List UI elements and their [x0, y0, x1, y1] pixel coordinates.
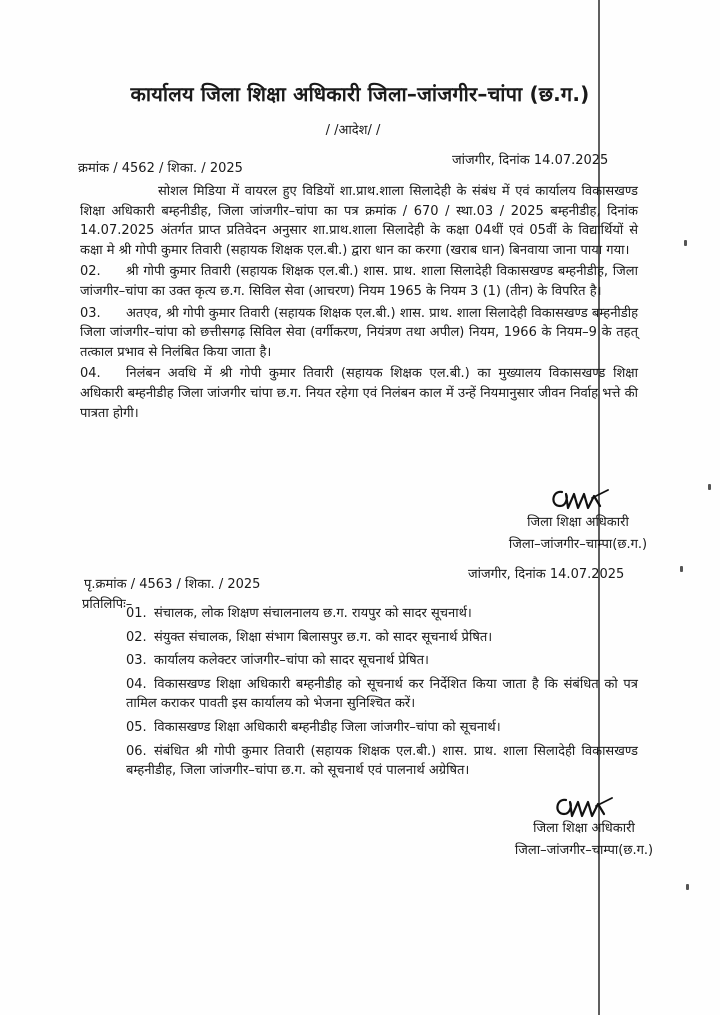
list-text: विकासखण्ड शिक्षा अधिकारी बम्हनीडीह को सूचनार्थ कर निर्देशित किया जाता है कि संबंधित को पत्र तामिल कराकर पावती इस कार्यालय को भेजना सुनिश्चित करें। [126, 676, 638, 712]
list-item [126, 604, 638, 624]
order-body [80, 182, 638, 425]
paragraph-text: श्री गोपी कुमार तिवारी (सहायक शिक्षक एल.बी.) शास. प्राथ. शाला सिलादेही विकासखण्ड बम्हनीडीह, जिला जांजगीर–चांपा का उक्त कृत्य छ.ग. सिविल सेवा (आचरण) नियम 1965 के नियम 3 (1) (तीन) के विपरित है। [80, 264, 638, 299]
order-title: / /आदेश/ / [325, 123, 381, 138]
list-number: 03. [126, 653, 147, 669]
copy-list [126, 604, 638, 785]
paragraph-text: अतएव, श्री गोपी कुमार तिवारी (सहायक शिक्षक एल.बी.) शास. प्राथ. शाला सिलादेही विकासखण्ड बम्हनीडीह जिला जांजगीर–चांपा को छत्तीसगढ़ सिविल सेवा (वर्गीकरण, नियंत्रण तथा अपील) नियम, 1966 के नियम–9 के तहत् तत्काल प्रभाव से निलंबित किया जाता है। [80, 305, 638, 360]
order-reference: क्रमांक / 4562 / शिका. / 2025 [78, 161, 243, 176]
signatory-office: जिला–जांजगीर–चाम्पा(छ.ग.) [514, 843, 654, 858]
signatory-title: जिला शिक्षा अधिकारी [533, 821, 635, 836]
list-text: कार्यालय कलेक्टर जांजगीर–चांपा को सादर सूचनार्थ प्रेषित। [154, 653, 429, 669]
edge-mark [680, 566, 683, 572]
list-item [126, 628, 638, 648]
list-text: विकासखण्ड शिक्षा अधिकारी बम्हनीडीह जिला जांजगीर–चांपा को सूचनार्थ। [154, 719, 501, 735]
signature-block-2 [486, 818, 682, 862]
endorsement-reference: पृ.क्रमांक / 4563 / शिका. / 2025 [84, 577, 261, 592]
edge-mark [684, 240, 687, 246]
list-item [126, 675, 638, 714]
list-item [126, 651, 638, 671]
list-item [126, 742, 638, 781]
copy-label: प्रतिलिपिः– [82, 597, 133, 612]
list-number: 01. [126, 606, 147, 621]
list-text: संयुक्त संचालक, शिक्षा संभाग बिलासपुर छ.ग. को सादर सूचनार्थ प्रेषित। [154, 629, 493, 645]
paragraph-04 [80, 364, 638, 423]
edge-mark [708, 484, 711, 490]
list-number: 04. [126, 676, 147, 692]
list-number: 02. [126, 629, 147, 645]
signatory-office: जिला–जांजगीर–चाम्पा(छ.ग.) [508, 537, 648, 552]
list-item [126, 718, 638, 738]
signature-block-1 [480, 512, 676, 556]
paragraph-03 [80, 304, 638, 363]
paragraph-number: 04. [80, 366, 101, 382]
list-number: 06. [126, 743, 147, 759]
list-number: 05. [126, 719, 147, 735]
paragraph-number: 02. [80, 264, 101, 280]
intro-paragraph: सोशल मिडिया में वायरल हुए विडियों शा.प्राथ.शाला सिलादेही के संबंध में एवं कार्यालय विकासखण्ड शिक्षा अधिकारी बम्हनीडीह, जिला जांजगीर–चांपा का पत्र क्रमांक / 670 / स्था.03 / 2025 बम्हनीडीह, दिनांक 14.07.2025 अंतर्गत प्राप्त प्रतिवेदन अनुसार शा.प्राथ.शाला सिलादेही के कक्षा 04थीं एवं 05वीं के विद्यार्थियों से कक्षा मे श्री गोपी कुमार तिवारी (सहायक शिक्षक एल.बी.) द्वारा धान का करगा (खराब धान) बिनवाया जाना पाया गया। [80, 184, 638, 258]
list-text: संचालक, लोक शिक्षण संचालनालय छ.ग. रायपुर को सादर सूचनार्थ। [154, 606, 472, 621]
paragraph-text: निलंबन अवधि में श्री गोपी कुमार तिवारी (सहायक शिक्षक एल.बी.) का मुख्यालय विकासखण्ड शिक्षा अधिकारी बम्हनीडीह जिला जांजगीर चांपा छ.ग. नियत रहेगा एवं निलंबन काल में उन्हें नियमानुसार जीवन निर्वाह भत्ते की पात्रता होगी। [80, 366, 638, 421]
order-date: जांजगीर, दिनांक 14.07.2025 [452, 153, 609, 168]
paragraph-number: 03. [80, 305, 101, 321]
edge-mark [686, 884, 689, 890]
list-text: संबंधित श्री गोपी कुमार तिवारी (सहायक शिक्षक एल.बी.) शास. प्राथ. शाला सिलादेही विकासखण्ड बम्हनीडीह, जिला जांजगीर–चांपा छ.ग. को सूचनार्थ एवं पालनार्थ अग्रेषित। [126, 743, 638, 779]
signatory-title: जिला शिक्षा अधिकारी [527, 515, 629, 530]
endorsement-date: जांजगीर, दिनांक 14.07.2025 [468, 567, 625, 582]
office-heading: कार्यालय जिला शिक्षा अधिकारी जिला–जांजगीर–चांपा (छ.ग.) [130, 82, 590, 106]
paragraph-02 [80, 262, 638, 301]
